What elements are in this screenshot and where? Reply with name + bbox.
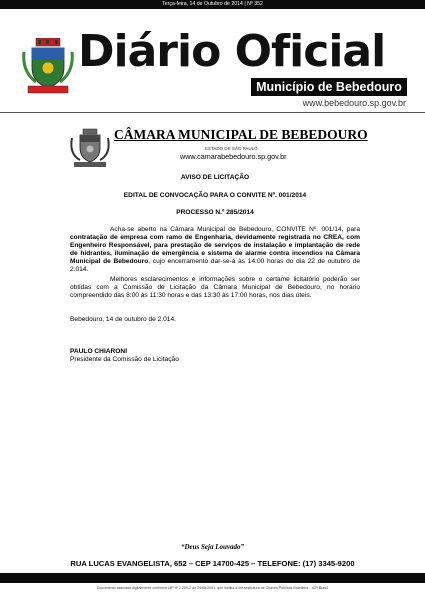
notice-heading: AVISO DE LICITAÇÃO [180,174,250,181]
motto: “Deus Seja Louvado” [181,543,244,551]
footer-bar [0,573,425,583]
footer-address: RUA LUCAS EVANGELISTA, 652 – CEP 14700-425 – TELEFONE: (17) 3345-9200 [70,559,355,568]
issue-line: Terça-feira, 14 de Outubro de 2014 | Nº 352 [162,1,263,7]
edital-title: EDITAL DE CONVOCAÇÃO PARA O CONVITE Nº. 001/2014 [123,192,307,199]
camara-website[interactable]: www.camarabebedouro.sp.gov.br [180,152,287,161]
camara-coat-of-arms-icon [68,128,112,168]
municipio-label: Município de Bebedouro [251,78,407,96]
signer-role: Presidente da Comissão de Licitação [70,356,179,363]
signer-name: PAULO CHIARONI [70,348,128,355]
notice-paragraph-1 [70,226,360,274]
paragraph-1-bold: contratação de empresa com ramo de Engenharia, devidamente registrada no CREA, com Engenheiro Responsável, para prestação de serviços de instalação e implantação de rede de hidrantes, iluminação de emergência e sistema de alarme contra incendios na Câmara Municipal de Bebedouro [70,234,360,265]
masthead-title: Diário Oficial [78,26,386,77]
paragraph-1-text-a: Acha-se aberto na Câmara Municipal de Bebedouro, CONVITE Nº. 001/14, para [110,226,360,233]
municipal-coat-of-arms-icon [22,38,74,94]
notice-paragraph-2: Melhores esclarecimentos e informações sobre o certame licitatório poderão ser obtidas com a Comissão de Licitação da Câmara Municipal de Bebedouro, no horário compreendido das 8:00 às 11:30 horas e das 13:30 às 17:00 horas, nos dias úteis. [70,276,360,299]
header-divider [0,112,425,113]
camara-title: CÂMARA MUNICIPAL DE BEBEDOURO [114,127,368,142]
issue-date-bar [0,0,425,9]
digital-signature-note: Documento assinado digitalmente conforme MP nº 2.200-2 de 24/08/2001, que institui a Infraestrutura de Chaves Públicas Brasileira - ICP-Brasil [97,586,328,590]
notice-date: Bebedouro, 14 de outubro de 2.014. [70,316,176,323]
paragraph-1-text-b: , cujo encerramento dar-se-á às 14:00 horas do dia 22 de outubro de 2.014. [70,258,360,273]
municipio-website[interactable]: www.bebedouro.sp.gov.br [302,98,406,108]
estado-label: ESTADO DE SÃO PAULO [205,146,258,151]
processo-number: PROCESSO N.º 285/2014 [176,209,254,216]
